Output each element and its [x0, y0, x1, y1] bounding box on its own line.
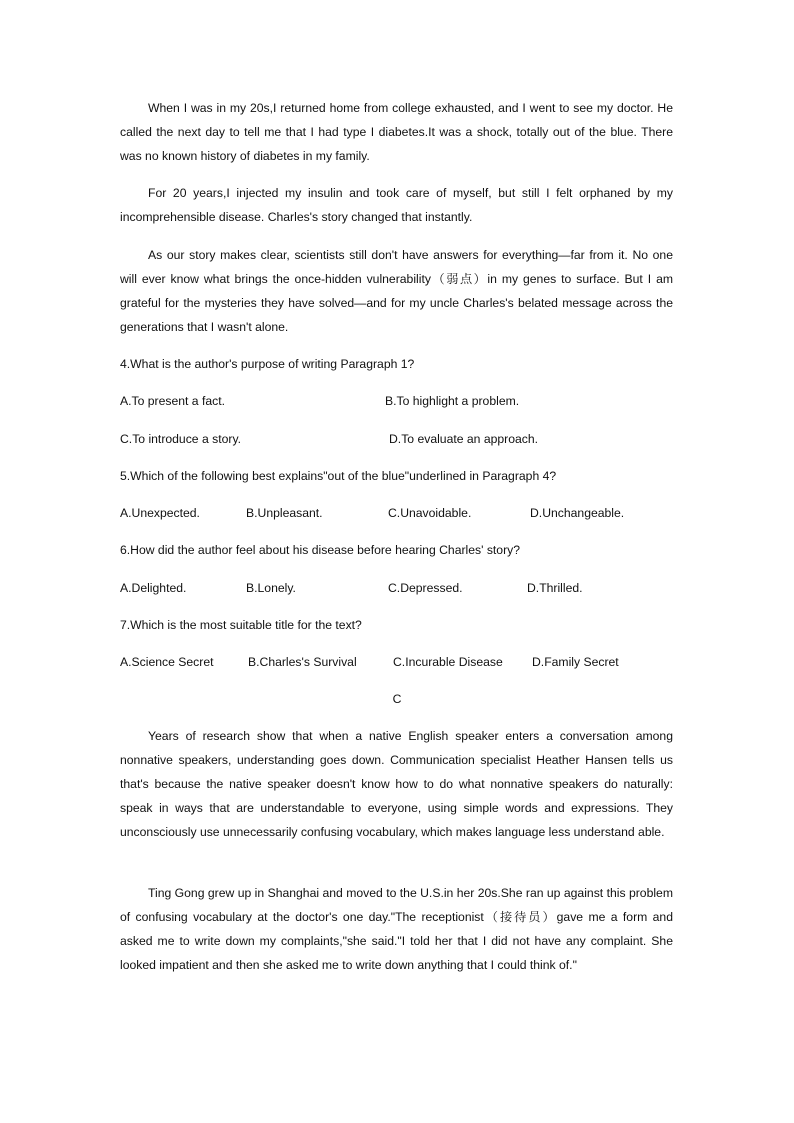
question-4-option-c: C.To introduce a story.	[120, 432, 242, 446]
question-7-stem: 7.Which is the most suitable title for the text?	[120, 618, 362, 632]
question-5-option-a: A.Unexpected.	[120, 506, 200, 520]
question-5-option-c: C.Unavoidable.	[388, 506, 472, 520]
question-6-stem: 6.How did the author feel about his disease before hearing Charles' story?	[120, 543, 521, 557]
section-c-heading: C	[392, 692, 402, 706]
question-4-stem: 4.What is the author's purpose of writing Paragraph 1?	[120, 357, 415, 371]
question-6-option-b: B.Lonely.	[246, 581, 296, 595]
passage-b-paragraph-1: When I was in my 20s,I returned home from college exhausted, and I went to see my doctor. He called the next day to tell me that I had type I diabetes.It was a shock, totally out of the blue. There was no known history of diabetes in my family.	[120, 101, 673, 163]
question-6-option-d: D.Thrilled.	[527, 581, 583, 595]
question-7-option-a: A.Science Secret	[120, 655, 214, 669]
question-7-option-c: C.Incurable Disease	[393, 655, 503, 669]
question-6-option-a: A.Delighted.	[120, 581, 187, 595]
question-4-option-d: D.To evaluate an approach.	[389, 432, 539, 446]
question-5-option-d: D.Unchangeable.	[530, 506, 625, 520]
passage-b-paragraph-2: For 20 years,I injected my insulin and took care of myself, but still I felt orphaned by my incomprehensible disease. Charles's story changed that instantly.	[120, 186, 673, 224]
question-7-option-b: B.Charles's Survival	[248, 655, 357, 669]
question-4-option-a: A.To present a fact.	[120, 394, 226, 408]
section-c-paragraph-2: Ting Gong grew up in Shanghai and moved to the U.S.in her 20s.She ran up against this problem of confusing vocabulary at the doctor's one day."The receptionist（接待员）gave me a form and asked me to write down my complaints,"she said."I told her that I did not have any complaint. She looked impatient and then she asked me to write down anything that I could think of."	[120, 886, 673, 972]
question-4-option-b: B.To highlight a problem.	[385, 394, 520, 408]
question-5-stem: 5.Which of the following best explains"out of the blue"underlined in Paragraph 4?	[120, 469, 557, 483]
question-6-option-c: C.Depressed.	[388, 581, 463, 595]
section-c-paragraph-1: Years of research show that when a native English speaker enters a conversation among nonnative speakers, understanding goes down. Communication specialist Heather Hansen tells us that's because the native speaker doesn't know how to do what nonnative speakers do naturally: speak in ways that are understandable to everyone, using simple words and expressions. They unconsciously use unnecessarily confusing vocabulary, which makes language less understand able.	[120, 729, 673, 839]
question-5-option-b: B.Unpleasant.	[246, 506, 323, 520]
passage-b-paragraph-3: As our story makes clear, scientists still don't have answers for everything—far from it. No one will ever know what brings the once-hidden vulnerability（弱点）in my genes to surface. But I am grateful for the mysteries they have solved—and for my uncle Charles's belated message across the generations that I wasn't alone.	[120, 248, 673, 334]
question-7-option-d: D.Family Secret	[532, 655, 619, 669]
